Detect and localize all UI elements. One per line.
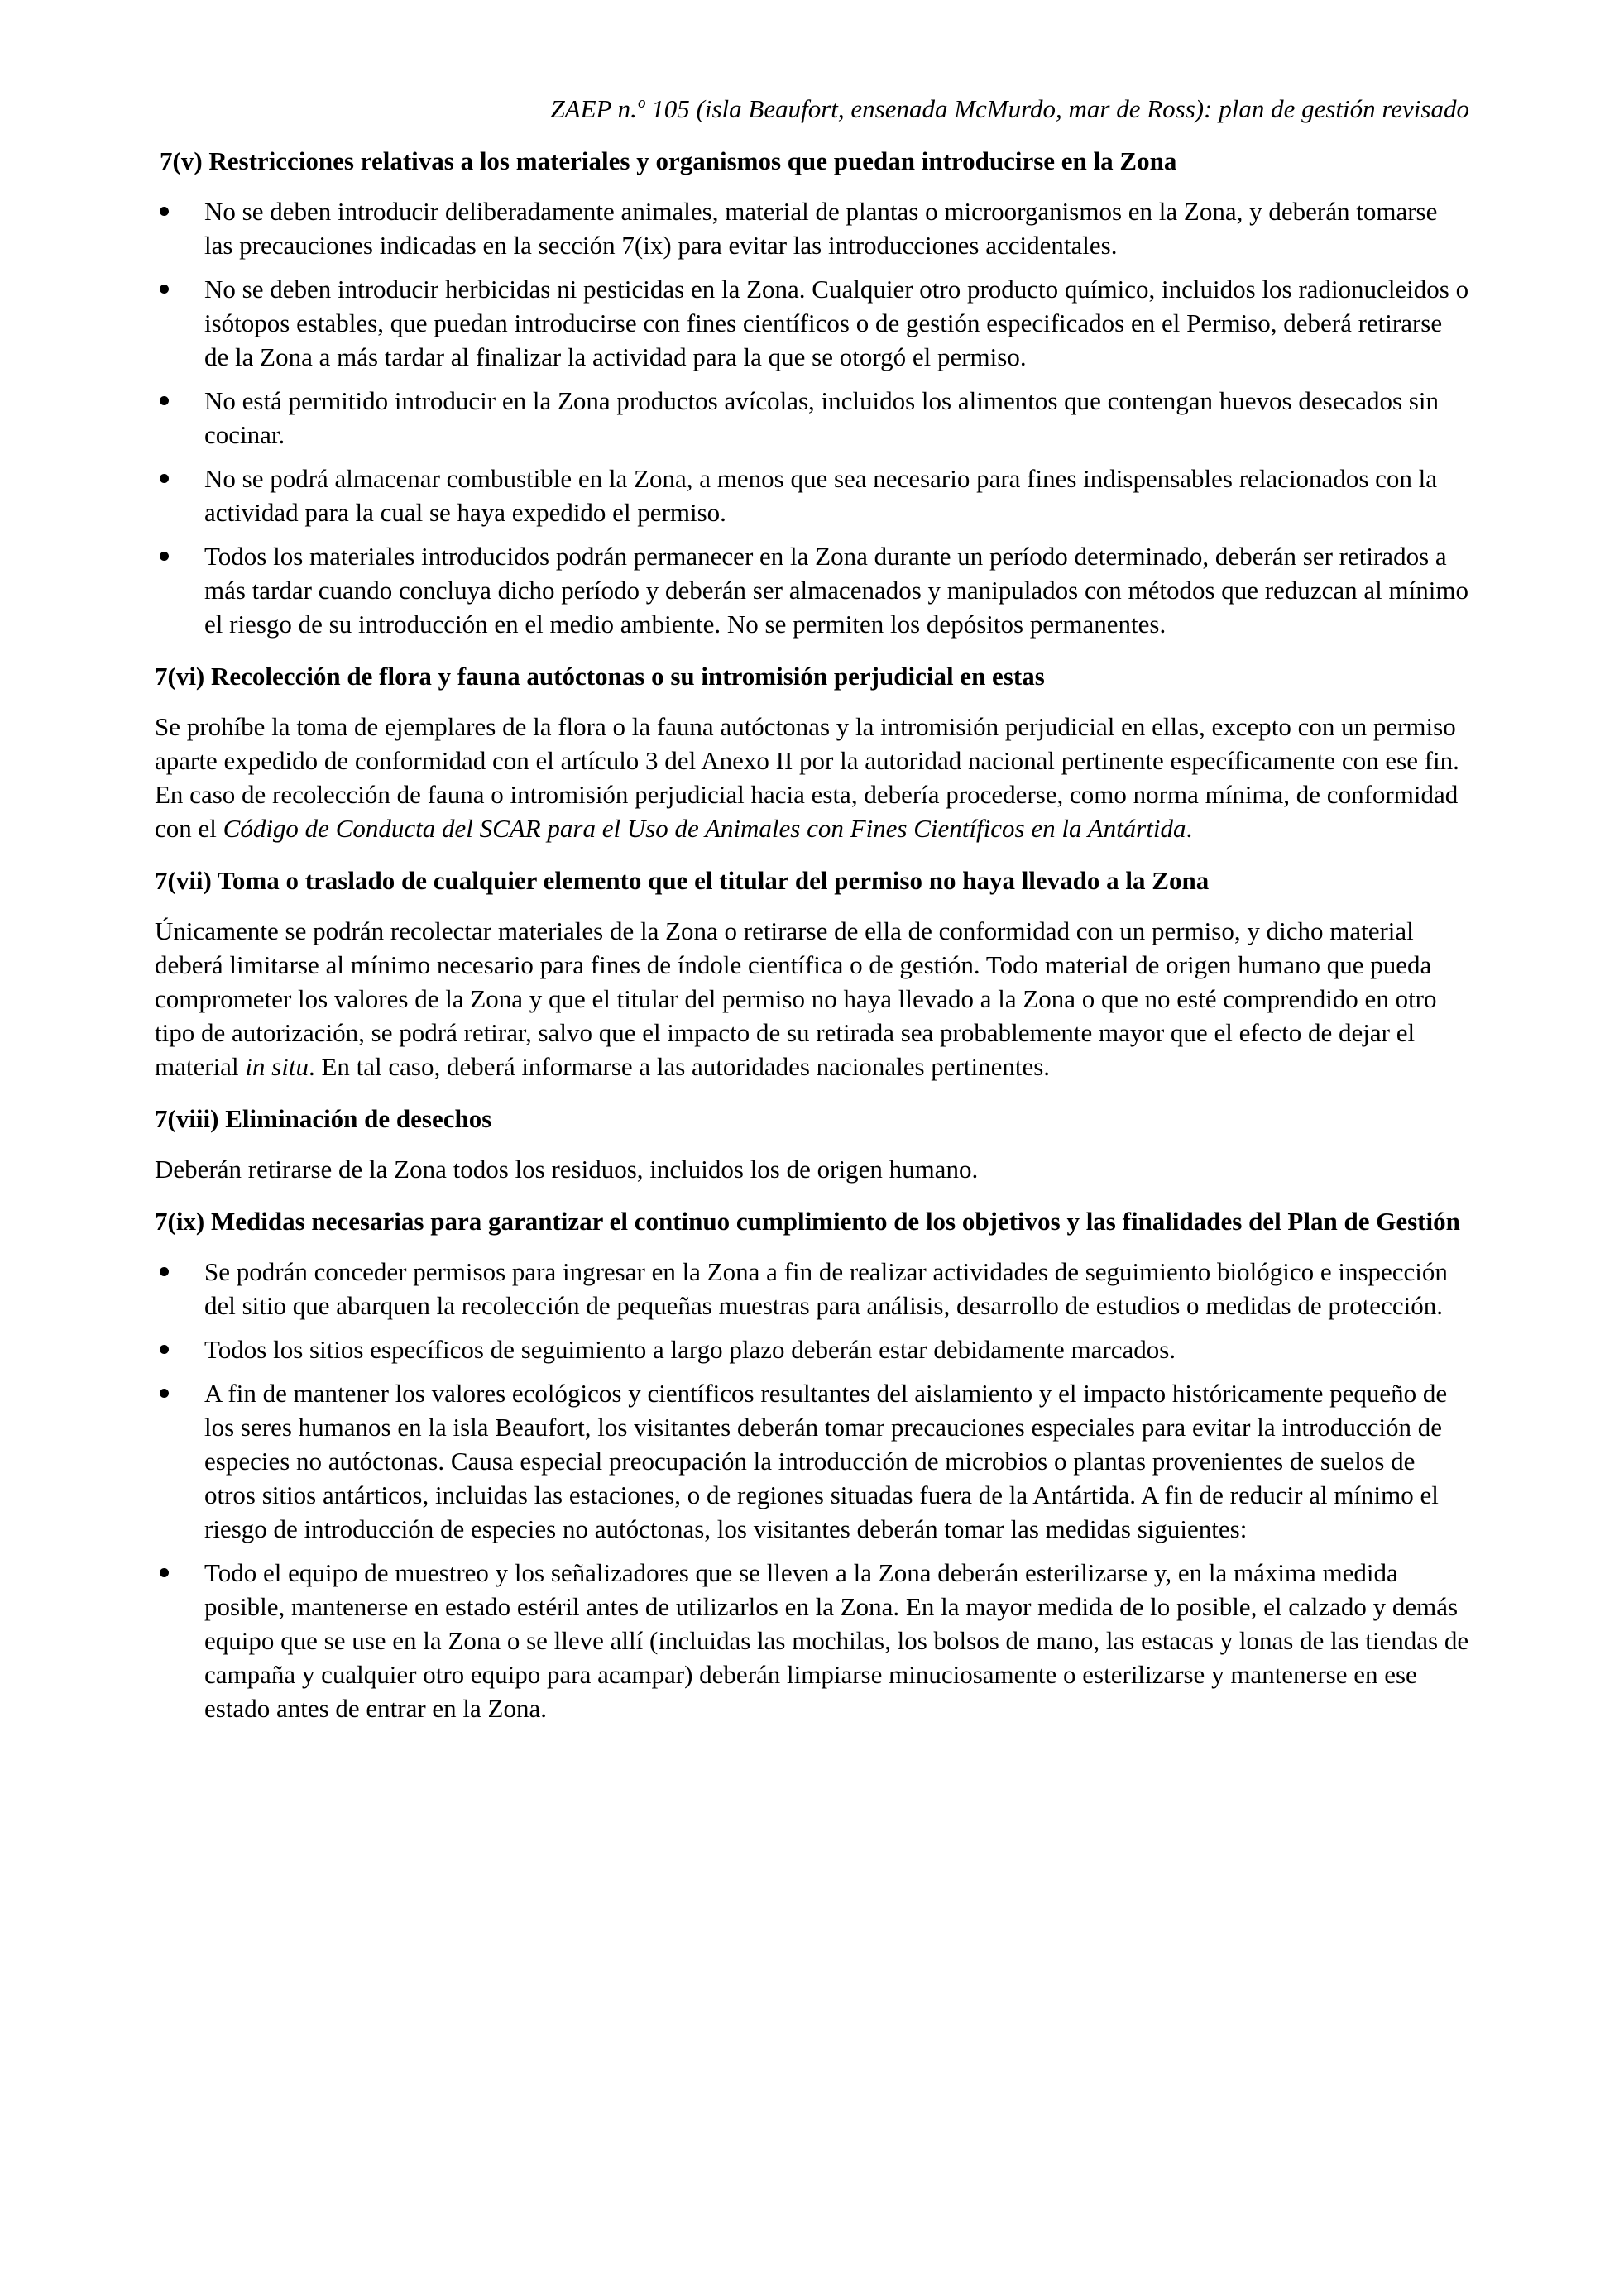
bullet-icon	[160, 474, 169, 483]
bullet-icon	[160, 1345, 169, 1354]
section-heading-7ix: 7(ix) Medidas necesarias para garantizar el continuo cumplimiento de los objetivos y las finalidades del Plan de Gestión	[155, 1207, 1460, 1236]
bullet-list-7v	[155, 194, 1469, 641]
section-heading-7vi: 7(vi) Recolección de flora y fauna autóctonas o su intromisión perjudicial en estas	[155, 662, 1045, 691]
paragraph-text-end: .	[1186, 814, 1193, 843]
list-item-text: Todos los sitios específicos de seguimiento a largo plazo deberán estar debidamente marcados.	[204, 1335, 1176, 1364]
italic-term: in situ	[245, 1052, 309, 1081]
list-item-text: A fin de mantener los valores ecológicos y científicos resultantes del aislamiento y el impacto históricamente pequeño de los seres humanos en la isla Beaufort, los visitantes deberán tomar precauciones especiales para evitar la introducción de especies no autóctonas. Causa especial preocupación la introducción de microbios o plantas provenientes de suelos de otros sitios antárticos, incluidas las estaciones, o de regiones situadas fuera de la Antártida. A fin de reducir al mínimo el riesgo de introducción de especies no autóctonas, los visitantes deberán tomar las medidas siguientes:	[204, 1379, 1448, 1543]
italic-title: Código de Conducta del SCAR para el Uso de Animales con Fines Científicos en la Antártida	[223, 814, 1186, 843]
list-item	[155, 1255, 1469, 1323]
list-item	[155, 1556, 1469, 1725]
running-header: ZAEP n.º 105 (isla Beaufort, ensenada McMurdo, mar de Ross): plan de gestión revisado	[550, 94, 1469, 123]
bullet-icon	[160, 1389, 169, 1398]
paragraph-7vi	[155, 710, 1469, 845]
paragraph-text: Únicamente se podrán recolectar materiales de la Zona o retirarse de ella de conformidad con un permiso, y dicho material deberá limitarse al mínimo necesario para fines de índole científica o de gestión. Todo material de origen humano que pueda comprometer los valores de la Zona y que el titular del permiso no haya llevado a la Zona o que no esté comprendido en otro tipo de autorización, se podrá retirar, salvo que el impacto de su retirada sea probablemente mayor que el efecto de dejar el material	[155, 916, 1437, 1081]
list-item-text: Se podrán conceder permisos para ingresar en la Zona a fin de realizar actividades de seguimiento biológico e inspección del sitio que abarquen la recolección de pequeñas muestras para análisis, desarrollo de estudios o medidas de protección.	[204, 1257, 1448, 1320]
section-heading-7vii: 7(vii) Toma o traslado de cualquier elemento que el titular del permiso no haya llevado a la Zona	[155, 866, 1210, 895]
list-item	[155, 539, 1469, 641]
list-item-text: No se podrá almacenar combustible en la Zona, a menos que sea necesario para fines indispensables relacionados con la actividad para la cual se haya expedido el permiso.	[204, 464, 1438, 527]
section-heading-7viii: 7(viii) Eliminación de desechos	[155, 1104, 492, 1133]
bullet-list-7ix	[155, 1255, 1469, 1725]
bullet-icon	[160, 1568, 169, 1577]
list-item-text: Todos los materiales introducidos podrán permanecer en la Zona durante un período determinado, deberán ser retirados a más tardar cuando concluya dicho período y deberán ser almacenados y manipulados con métodos que reduzcan al mínimo el riesgo de su introducción en el medio ambiente. No se permiten los depósitos permanentes.	[204, 542, 1468, 639]
list-item	[155, 1376, 1469, 1546]
bullet-icon	[160, 396, 169, 405]
list-item-text: No se deben introducir deliberadamente animales, material de plantas o microorganismos en la Zona, y deberán tomarse las precauciones indicadas en la sección 7(ix) para evitar las introducciones accidentales.	[204, 197, 1438, 260]
paragraph-7vii	[155, 914, 1469, 1083]
bullet-icon	[160, 285, 169, 294]
list-item	[155, 384, 1469, 452]
list-item-text: No se deben introducir herbicidas ni pesticidas en la Zona. Cualquier otro producto químico, incluidos los radionucleidos o isótopos estables, que puedan introducirse con fines científicos o de gestión especificados en el Permiso, deberá retirarse de la Zona a más tardar al finalizar la actividad para la que se otorgó el permiso.	[204, 275, 1469, 371]
list-item	[155, 194, 1469, 262]
bullet-icon	[160, 207, 169, 216]
list-item	[155, 462, 1469, 529]
list-item	[155, 272, 1469, 374]
bullet-icon	[160, 552, 169, 561]
list-item-text: Todo el equipo de muestreo y los señalizadores que se lleven a la Zona deberán esterilizarse y, en la máxima medida posible, mantenerse en estado estéril antes de utilizarlos en la Zona. En la mayor medida de lo posible, el calzado y demás equipo que se use en la Zona o se lleve allí (incluidas las mochilas, los bolsos de mano, las estacas y lonas de las tiendas de campaña y cualquier otro equipo para acampar) deberán limpiarse minuciosamente o esterilizarse y mantenerse en ese estado antes de entrar en la Zona.	[204, 1558, 1469, 1723]
paragraph-text: Se prohíbe la toma de ejemplares de la flora o la fauna autóctonas y la intromisión perjudicial en ellas, excepto con un permiso aparte expedido de conformidad con el artículo 3 del Anexo II por la autoridad nacional pertinente específicamente con ese fin. En caso de recolección de fauna o intromisión perjudicial hacia esta, debería procederse, como norma mínima, de conformidad con el	[155, 712, 1459, 843]
section-heading-7v: 7(v) Restricciones relativas a los materiales y organismos que puedan introducirse en la Zona	[160, 146, 1177, 175]
bullet-icon	[160, 1267, 169, 1276]
list-item	[155, 1332, 1469, 1366]
paragraph-text-end: . En tal caso, deberá informarse a las autoridades nacionales pertinentes.	[308, 1052, 1051, 1081]
paragraph-7viii: Deberán retirarse de la Zona todos los residuos, incluidos los de origen humano.	[155, 1155, 979, 1184]
list-item-text: No está permitido introducir en la Zona productos avícolas, incluidos los alimentos que contengan huevos desecados sin cocinar.	[204, 386, 1439, 449]
